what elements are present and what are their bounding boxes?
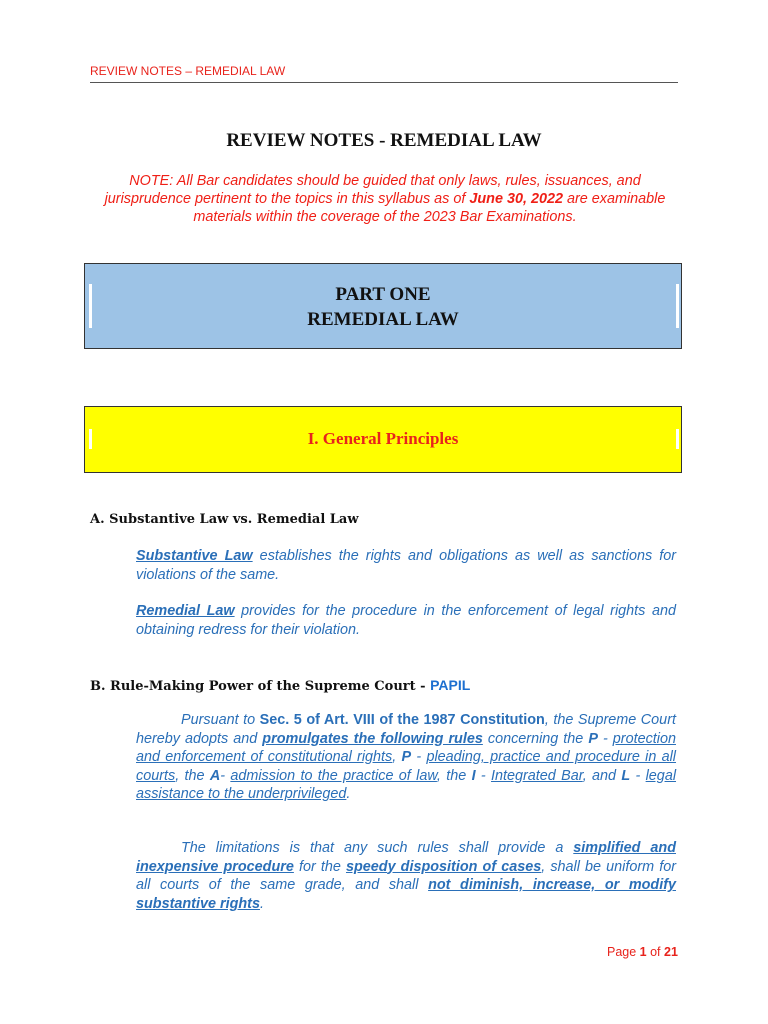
note-paragraph [95, 172, 675, 226]
item-protection: protection and enforcement of constitutional rights [136, 730, 676, 765]
note-prefix: NOTE: All Bar candidates should be guided that only laws, rules, issuances, and jurisprudence pertinent to the topics in this syllabus as of [104, 173, 641, 207]
text-run: - [475, 767, 491, 784]
emphasis-speedy: speedy disposition of cases [345, 858, 542, 875]
general-principles-box [84, 406, 682, 473]
text-run: - [411, 749, 427, 765]
note-suffix: are examinable materials within the coverage of the 2023 Bar Examinations. [193, 191, 666, 225]
part-title: PART ONE [335, 284, 431, 305]
text-run: - [597, 730, 613, 747]
remedial-law-definition: provides for the procedure in the enforcement of legal rights and obtaining redress for their violation. [136, 603, 676, 638]
text-run: - [630, 767, 646, 784]
letter-p: P [588, 730, 598, 747]
item-integrated-bar: Integrated Bar [491, 767, 583, 784]
text-run: The limitations is that any such rules shall provide a [181, 840, 574, 856]
page-label: Page [607, 945, 640, 959]
letter-a: A [209, 767, 221, 784]
running-header: REVIEW NOTES – REMEDIAL LAW [90, 64, 286, 78]
part-one-box [84, 263, 682, 349]
heading-b [90, 677, 470, 694]
text-run: , and [582, 767, 622, 784]
text-run: . [259, 895, 264, 912]
emphasis-simplified: simplified and inexpensive procedure [136, 840, 676, 875]
item-admission: admission to the practice of law [230, 767, 437, 784]
emphasis-not-diminish: not diminish, increase, or modify substantive rights [136, 877, 676, 912]
heading-a: A. Substantive Law vs. Remedial Law [90, 512, 359, 527]
acronym-papil: PAPIL [430, 677, 471, 693]
text-run: for the [293, 858, 346, 875]
text-run: , the Supreme Court hereby adopts and [136, 712, 676, 747]
of-label: of [646, 945, 664, 959]
page-number [607, 945, 678, 959]
text-run: , shall be uniform for all courts of the same grade, and shall [136, 858, 677, 893]
part-subtitle: REMEDIAL LAW [307, 309, 459, 330]
document-title: REVIEW NOTES - REMEDIAL LAW [226, 130, 542, 151]
paragraph-limitations [136, 839, 676, 913]
paragraph-rule-making [136, 711, 676, 804]
paragraph-substantive-law [136, 547, 676, 584]
heading-b-text: B. Rule-Making Power of the Supreme Court - [90, 679, 431, 694]
text-run: , the [175, 767, 210, 784]
text-run: , [392, 749, 402, 765]
total-pages: 21 [664, 945, 678, 959]
letter-l: L [621, 767, 631, 784]
text-run: Pursuant to [181, 712, 260, 728]
text-run: , the [436, 767, 472, 784]
emphasis-promulgates: promulgates the following rules [262, 730, 483, 747]
constitution-reference: Sec. 5 of Art. VIII of the 1987 Constitution [259, 712, 545, 728]
letter-i: I [471, 767, 476, 784]
substantive-law-definition: establishes the rights and obligations as well as sanctions for violations of the same. [136, 548, 676, 583]
term-substantive-law: Substantive Law [136, 548, 253, 564]
item-legal-assistance: legal assistance to the underprivileged [136, 767, 677, 802]
current-page: 1 [639, 945, 647, 959]
text-run: - [220, 767, 231, 784]
section-title: I. General Principles [307, 429, 459, 448]
letter-p: P [401, 749, 412, 765]
text-run: . [346, 786, 351, 802]
note-date: June 30, 2022 [469, 191, 563, 207]
header-rule [90, 82, 678, 83]
text-run: concerning the [482, 730, 589, 747]
item-pleading: pleading, practice and procedure in all courts [136, 749, 677, 784]
paragraph-remedial-law [136, 602, 676, 639]
term-remedial-law: Remedial Law [136, 603, 235, 619]
